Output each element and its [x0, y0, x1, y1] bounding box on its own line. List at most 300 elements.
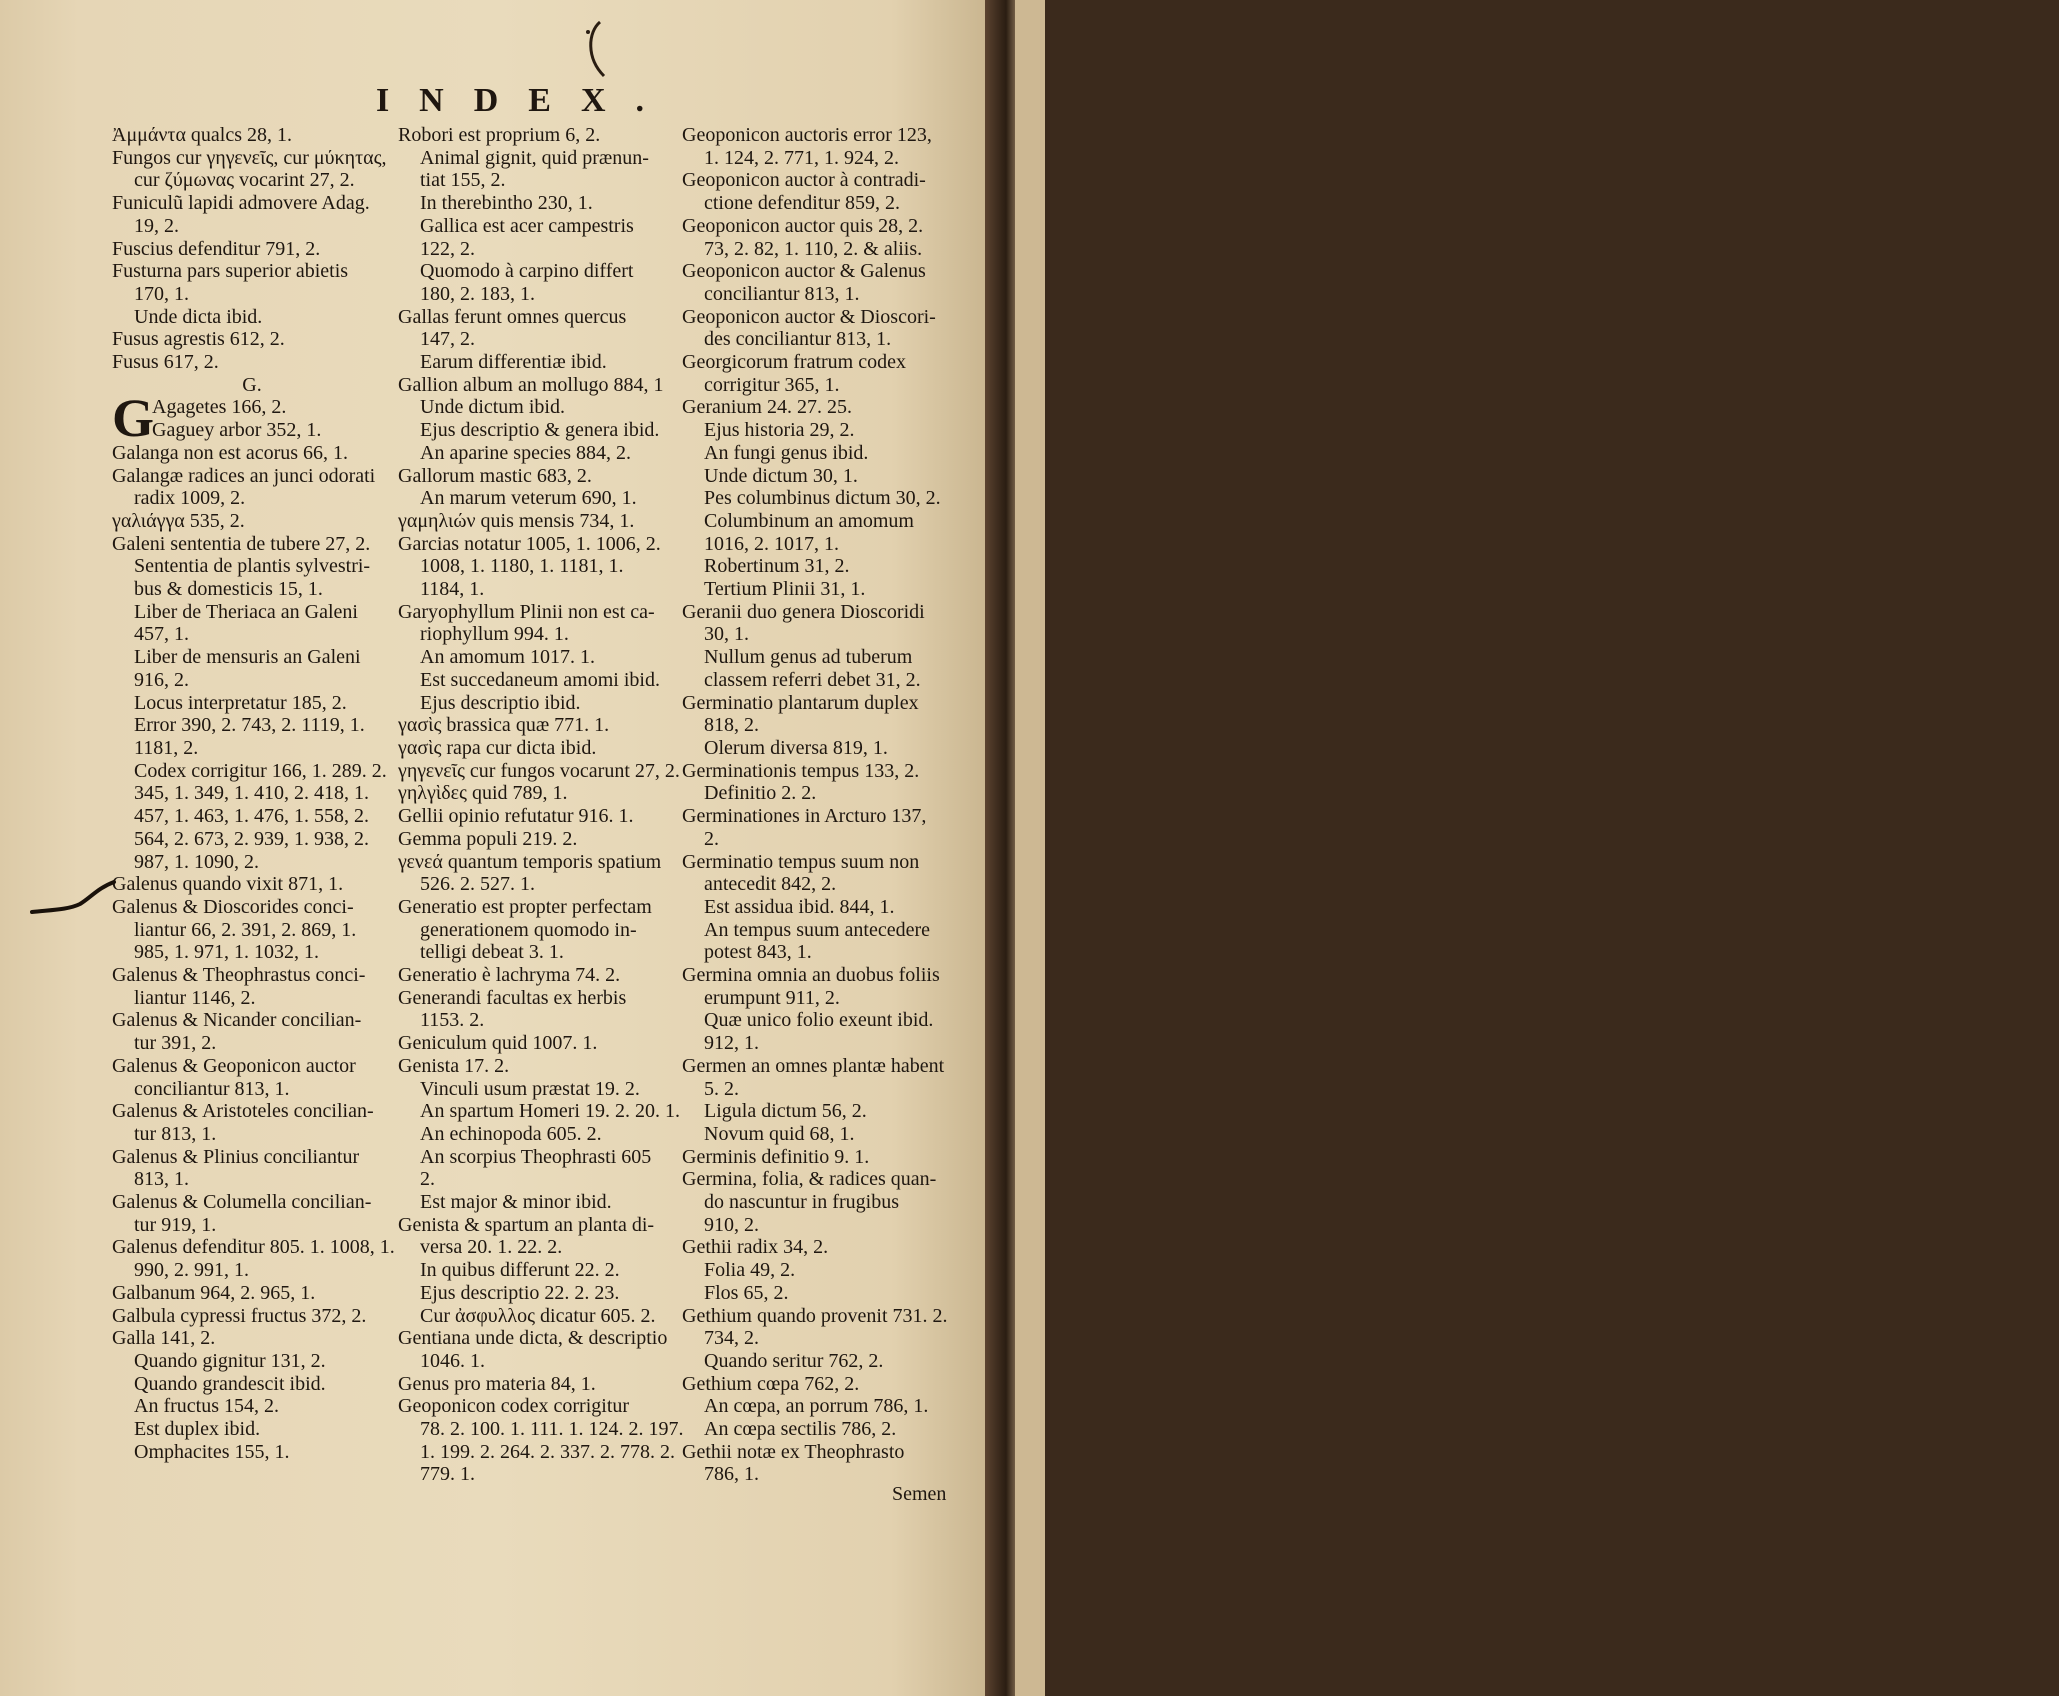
index-entry-text: liantur 66, 2. 391, 2. 869, 1.	[134, 918, 357, 941]
index-entry	[398, 124, 678, 147]
facing-page-letters	[2039, 0, 2059, 1696]
index-entry-text: Germinationis tempus 133, 2.	[682, 759, 920, 782]
index-entry-text: Gethium cœpa 762, 2.	[682, 1372, 860, 1395]
index-entry-text: Galenus & Columella concilian-	[112, 1191, 372, 1214]
index-entry	[682, 192, 964, 215]
index-entry	[398, 1123, 678, 1146]
index-entry-text: Gallorum mastic 683, 2.	[398, 464, 592, 487]
index-entry-text: 73, 2. 82, 1. 110, 2. & aliis.	[704, 237, 923, 260]
index-entry-text: Quando gignitur 131, 2.	[134, 1349, 326, 1372]
index-entry-text: 987, 1. 1090, 2.	[134, 850, 259, 873]
index-entry-text: tiat 155, 2.	[420, 169, 506, 192]
index-entry	[112, 306, 392, 329]
index-entry-text: Galbanum 964, 2. 965, 1.	[112, 1281, 316, 1304]
index-entry-text: Geranii duo genera Dioscoridi	[682, 600, 925, 623]
index-entry-text: Geoponicon auctor & Dioscori-	[682, 305, 936, 328]
index-entry	[398, 987, 678, 1010]
index-entry-text: Fusturna pars superior abietis	[112, 260, 349, 283]
index-entry-text: Ejus descriptio ibid.	[420, 691, 581, 714]
index-entry-text: Geoponicon auctoris error 123,	[682, 124, 932, 146]
index-entry-text: 1. 124, 2. 771, 1. 924, 2.	[704, 146, 899, 169]
index-entry-text: An fungi genus ibid.	[704, 441, 869, 464]
index-entry	[398, 1259, 678, 1282]
index-entry	[682, 328, 964, 351]
index-entry	[682, 510, 964, 533]
index-entry-text: Garyophyllum Plinii non est ca-	[398, 600, 655, 623]
index-entry	[682, 941, 964, 964]
index-entry-text: Genista 17. 2.	[398, 1054, 510, 1077]
index-entry-text: 1008, 1. 1180, 1. 1181, 1.	[420, 555, 624, 578]
index-entry	[112, 692, 392, 715]
index-entry-text: 1016, 2. 1017, 1.	[704, 532, 839, 555]
index-entry-text: Omphacites 155, 1.	[134, 1440, 290, 1463]
index-entry-text: Fusus 617, 2.	[112, 351, 219, 374]
index-entry-text: classem referri debet 31, 2.	[704, 668, 921, 691]
index-entry-text: do nascuntur in frugibus	[704, 1191, 899, 1214]
index-entry-text: Galenus & Aristoteles concilian-	[112, 1100, 374, 1123]
index-entry-text: Folia 49, 2.	[704, 1259, 796, 1282]
index-entry-text: 1184, 1.	[420, 578, 485, 601]
index-entry	[112, 1373, 392, 1396]
index-entry	[398, 714, 678, 737]
index-entry-text: 910, 2.	[704, 1213, 759, 1236]
index-entry	[112, 737, 392, 760]
index-entry-text: Est succedaneum amomi ibid.	[420, 668, 660, 691]
index-entry	[112, 601, 392, 624]
index-entry	[398, 1327, 678, 1350]
index-entry-text: 5. 2.	[704, 1077, 739, 1100]
index-entry	[682, 533, 964, 556]
index-entry	[682, 1009, 964, 1032]
index-entry-text: bus & domesticis 15, 1.	[134, 578, 323, 601]
index-entry	[112, 442, 392, 465]
index-entry	[682, 1327, 964, 1350]
index-entry-text: Germinatio plantarum duplex	[682, 691, 919, 714]
index-entry-text: Robertinum 31, 2.	[704, 555, 850, 578]
index-entry	[112, 147, 392, 170]
index-entry-text: Fusus agrestis 612, 2.	[112, 328, 285, 351]
index-entry	[398, 941, 678, 964]
index-entry-text: Geranium 24. 27. 25.	[682, 396, 852, 419]
index-entry-text: γαλιάγγα 535, 2.	[112, 509, 245, 532]
index-entry	[112, 1350, 392, 1373]
index-entry	[112, 465, 392, 488]
index-column-3	[682, 124, 964, 1486]
index-entry-text: ctione defenditur 859, 2.	[704, 192, 901, 215]
index-entry-text: corrigitur 365, 1.	[704, 373, 840, 396]
index-entry	[398, 964, 678, 987]
index-entry-text: Galanga non est acorus 66, 1.	[112, 441, 349, 464]
facing-page-edge	[1015, 0, 1045, 1696]
index-entry	[112, 351, 392, 374]
index-entry-text: 779. 1.	[420, 1463, 475, 1486]
index-entry	[398, 1463, 678, 1486]
index-entry	[398, 805, 678, 828]
index-entry-text: Geniculum quid 1007. 1.	[398, 1032, 598, 1055]
index-entry	[398, 283, 678, 306]
index-entry-text: conciliantur 813, 1.	[134, 1077, 290, 1100]
index-entry-text: Gaguey arbor 352, 1.	[152, 419, 322, 442]
index-entry-text: Galangæ radices an junci odorati	[112, 464, 376, 487]
index-entry	[398, 192, 678, 215]
index-entry-text: Novum quid 68, 1.	[704, 1122, 855, 1145]
index-entry-text: liantur 1146, 2.	[134, 986, 256, 1009]
index-entry-text: An marum veterum 690, 1.	[420, 487, 637, 510]
index-entry	[682, 555, 964, 578]
index-entry-text: antecedit 842, 2.	[704, 873, 837, 896]
index-entry-text: 786, 1.	[704, 1463, 759, 1486]
index-entry-text: cur ζύμωνας vocarint 27, 2.	[134, 169, 355, 192]
index-entry	[398, 419, 678, 442]
index-entry	[112, 260, 392, 283]
index-entry	[682, 396, 964, 419]
index-entry-text: γηλγὶδες quid 789, 1.	[398, 782, 568, 805]
index-entry-text: Generatio est propter perfectam	[398, 895, 652, 918]
index-entry	[112, 646, 392, 669]
index-entry	[682, 1100, 964, 1123]
index-entry	[112, 1305, 392, 1328]
index-entry-text: In quibus differunt 22. 2.	[420, 1259, 620, 1282]
index-entry-text: Gethii notæ ex Theophrasto	[682, 1440, 905, 1463]
index-entry-text: Galenus & Geoponicon auctor	[112, 1054, 356, 1077]
index-entry	[398, 760, 678, 783]
index-entry	[112, 328, 392, 351]
index-entry	[398, 919, 678, 942]
index-entry	[682, 1373, 964, 1396]
index-entry	[682, 737, 964, 760]
index-entry-text: 1046. 1.	[420, 1349, 485, 1372]
index-entry	[682, 1441, 964, 1464]
index-entry	[682, 873, 964, 896]
index-entry-text: Liber de mensuris an Galeni	[134, 646, 361, 669]
index-entry	[398, 578, 678, 601]
index-entry	[112, 964, 392, 987]
index-entry	[682, 919, 964, 942]
index-entry	[112, 487, 392, 510]
index-entry-text: Cur ἀσφυλλος dicatur 605. 2.	[420, 1304, 656, 1327]
index-entry-text: 912, 1.	[704, 1032, 759, 1055]
index-entry-text: 170, 1.	[134, 282, 189, 305]
index-entry-text: Fuscius defenditur 791, 2.	[112, 237, 321, 260]
index-entry	[398, 1282, 678, 1305]
index-entry-text: Galbula cypressi fructus 372, 2.	[112, 1304, 367, 1327]
index-entry-text: Pes columbinus dictum 30, 2.	[704, 487, 941, 510]
index-entry	[682, 260, 964, 283]
index-entry	[112, 1078, 392, 1101]
index-entry-text: Est assidua ibid. 844, 1.	[704, 895, 895, 918]
index-entry	[682, 442, 964, 465]
index-entry-text: tur 391, 2.	[134, 1032, 217, 1055]
index-entry-text: Ἀμμάντα qualcs 28, 1.	[112, 124, 293, 146]
index-entry	[398, 260, 678, 283]
index-entry	[112, 419, 392, 442]
book-page	[0, 0, 990, 1696]
index-entry-text: Gemma populi 219. 2.	[398, 827, 578, 850]
index-entry	[398, 601, 678, 624]
index-entry	[112, 215, 392, 238]
index-entry	[398, 873, 678, 896]
index-entry-text: Galenus & Theophrastus conci-	[112, 964, 366, 987]
index-entry-text: Quando grandescit ibid.	[134, 1372, 326, 1395]
index-entry-text: Ligula dictum 56, 2.	[704, 1100, 867, 1123]
index-entry-text: An amomum 1017. 1.	[420, 646, 595, 669]
index-entry-text: Genista & spartum an planta di-	[398, 1213, 655, 1236]
index-entry	[398, 828, 678, 851]
index-entry-text: Galenus & Nicander concilian-	[112, 1009, 362, 1032]
index-entry	[398, 1395, 678, 1418]
index-entry-text: Agagetes 166, 2.	[152, 396, 287, 419]
index-entry	[112, 510, 392, 533]
index-entry-text: Generatio è lachryma 74. 2.	[398, 964, 621, 987]
index-entry	[682, 896, 964, 919]
index-entry-text: Germen an omnes plantæ habent	[682, 1054, 945, 1077]
index-entry-text: Ejus descriptio 22. 2. 23.	[420, 1281, 620, 1304]
index-entry	[682, 828, 964, 851]
index-entry	[398, 328, 678, 351]
index-entry	[112, 578, 392, 601]
index-entry-text: 990, 2. 991, 1.	[134, 1259, 249, 1282]
index-entry-text: Geoponicon codex corrigitur	[398, 1395, 630, 1418]
index-entry	[112, 760, 392, 783]
index-entry-text: Germina, folia, & radices quan-	[682, 1168, 937, 1191]
index-entry	[398, 1032, 678, 1055]
index-entry-text: 2.	[420, 1168, 435, 1191]
index-entry	[112, 238, 392, 261]
index-entry-text: Definitio 2. 2.	[704, 782, 817, 805]
index-entry	[682, 215, 964, 238]
index-entry-text: 1. 199. 2. 264. 2. 337. 2. 778. 2.	[420, 1440, 675, 1463]
index-entry	[398, 1373, 678, 1396]
index-entry	[112, 1055, 392, 1078]
index-entry-text: 526. 2. 527. 1.	[420, 873, 535, 896]
index-entry	[112, 1100, 392, 1123]
index-entry	[398, 692, 678, 715]
index-entry-text: Codex corrigitur 166, 1. 289. 2.	[134, 759, 387, 782]
index-entry-text: Garcias notatur 1005, 1. 1006, 2.	[398, 532, 661, 555]
index-entry	[112, 1395, 392, 1418]
index-entry-text: telligi debeat 3. 1.	[420, 941, 564, 964]
index-entry-text: An echinopoda 605. 2.	[420, 1122, 602, 1145]
index-entry-text: Unde dictum ibid.	[420, 396, 565, 419]
index-entry-text: An spartum Homeri 19. 2. 20. 1.	[420, 1100, 680, 1123]
index-entry	[682, 601, 964, 624]
index-entry	[112, 919, 392, 942]
index-entry	[112, 1214, 392, 1237]
index-entry-text: 818, 2.	[704, 714, 759, 737]
index-entry-text: Geoponicon auctor quis 28, 2.	[682, 214, 924, 237]
index-entry-text: Gethium quando provenit 731. 2.	[682, 1304, 948, 1327]
index-entry-text: An cœpa sectilis 786, 2.	[704, 1418, 897, 1441]
index-entry-text: Earum differentiæ ibid.	[420, 351, 607, 374]
index-entry	[112, 1327, 392, 1350]
index-entry	[682, 692, 964, 715]
index-entry	[682, 851, 964, 874]
index-entry-text: tur 919, 1.	[134, 1213, 217, 1236]
index-entry-text: 457, 1.	[134, 623, 189, 646]
index-entry-text: tur 813, 1.	[134, 1122, 217, 1145]
index-entry-text: 19, 2.	[134, 214, 179, 237]
index-entry-text: 122, 2.	[420, 237, 475, 260]
index-entry-text: Est major & minor ibid.	[420, 1191, 612, 1214]
index-entry	[682, 1032, 964, 1055]
index-entry	[682, 1236, 964, 1259]
index-entry	[398, 396, 678, 419]
index-entry	[682, 351, 964, 374]
index-entry	[682, 124, 964, 147]
index-entry-text: Gallica est acer campestris	[420, 214, 634, 237]
index-entry-text: 30, 1.	[704, 623, 749, 646]
index-entry	[112, 896, 392, 919]
index-entry	[682, 169, 964, 192]
index-entry-text: Gallas ferunt omnes quercus	[398, 305, 627, 328]
index-entry-text: Quæ unico folio exeunt ibid.	[704, 1009, 934, 1032]
index-entry	[682, 419, 964, 442]
index-entry	[398, 1146, 678, 1169]
index-entry	[398, 1350, 678, 1373]
index-entry	[682, 147, 964, 170]
index-entry	[682, 987, 964, 1010]
index-entry-text: Est duplex ibid.	[134, 1418, 261, 1441]
index-entry	[398, 1100, 678, 1123]
index-entry	[398, 215, 678, 238]
index-entry-text: Robori est proprium 6, 2.	[398, 124, 601, 146]
index-entry	[398, 1055, 678, 1078]
index-entry	[682, 623, 964, 646]
index-entry	[112, 987, 392, 1010]
index-entry	[398, 669, 678, 692]
index-entry	[398, 1418, 684, 1441]
index-entry	[398, 147, 678, 170]
index-entry-text: Nullum genus ad tuberum	[704, 646, 913, 669]
index-entry-text: Galenus & Plinius conciliantur	[112, 1145, 360, 1168]
index-entry-text: An aparine species 884, 2.	[420, 441, 632, 464]
index-entry-text: Columbinum an amomum	[704, 509, 914, 532]
index-entry	[682, 669, 964, 692]
index-entry-text: 985, 1. 971, 1. 1032, 1.	[134, 941, 319, 964]
index-entry-text: 457, 1. 463, 1. 476, 1. 558, 2.	[134, 805, 369, 828]
index-entry	[398, 238, 678, 261]
index-entry	[398, 1441, 678, 1464]
index-entry	[682, 374, 964, 397]
index-entry	[112, 941, 392, 964]
index-entry-text: In therebintho 230, 1.	[420, 192, 593, 215]
index-entry-text: 1181, 2.	[134, 736, 199, 759]
index-entry-text: Galenus defenditur 805. 1. 1008, 1.	[112, 1236, 395, 1259]
index-entry-text: 180, 2. 183, 1.	[420, 282, 535, 305]
index-entry	[398, 782, 678, 805]
index-entry	[398, 374, 678, 397]
index-entry	[398, 1236, 678, 1259]
index-entry	[112, 1259, 392, 1282]
index-entry-text: Ejus historia 29, 2.	[704, 419, 855, 442]
index-entry	[398, 1078, 678, 1101]
index-entry	[398, 737, 678, 760]
index-entry-text: riophyllum 994. 1.	[420, 623, 569, 646]
index-entry-text: Sententia de plantis sylvestri-	[134, 555, 371, 578]
index-entry	[398, 442, 678, 465]
index-entry-text: Galenus quando vixit 871, 1.	[112, 873, 344, 896]
index-entry	[398, 1214, 678, 1237]
index-entry-text: Tertium Plinii 31, 1.	[704, 578, 866, 601]
index-entry-text: γαμηλιών quis mensis 734, 1.	[398, 509, 635, 532]
index-entry-text: Gentiana unde dicta, & descriptio	[398, 1327, 668, 1350]
index-entry-text: Geoponicon auctor & Galenus	[682, 260, 926, 283]
index-entry-text: Locus interpretatur 185, 2.	[134, 691, 347, 714]
index-entry-text: 916, 2.	[134, 668, 189, 691]
index-entry	[112, 374, 392, 397]
catchword: Semen	[892, 1483, 947, 1505]
index-entry	[398, 487, 678, 510]
index-entry	[398, 555, 678, 578]
index-entry	[682, 1055, 964, 1078]
index-entry-text: Error 390, 2. 743, 2. 1119, 1.	[134, 714, 365, 737]
index-entry-text: conciliantur 813, 1.	[704, 282, 860, 305]
index-entry	[112, 1032, 392, 1055]
index-entry-text: Liber de Theriaca an Galeni	[134, 600, 358, 623]
index-entry-text: Germina omnia an duobus foliis	[682, 964, 940, 987]
index-entry	[112, 1146, 392, 1169]
index-entry	[112, 669, 392, 692]
index-entry-text: radix 1009, 2.	[134, 487, 246, 510]
index-entry	[682, 578, 964, 601]
index-entry	[398, 510, 678, 533]
index-entry-text: Fungos cur γηγενεῖς, cur μύκητας,	[112, 146, 387, 169]
index-entry-text: An scorpius Theophrasti 605	[420, 1145, 652, 1168]
index-entry-text: Galla 141, 2.	[112, 1327, 216, 1350]
index-entry	[682, 487, 964, 510]
index-entry	[682, 1395, 964, 1418]
index-entry	[682, 465, 964, 488]
index-entry	[112, 623, 392, 646]
index-entry	[112, 1123, 392, 1146]
index-entry	[682, 283, 964, 306]
index-entry-text: generationem quomodo in-	[420, 918, 637, 941]
index-entry	[112, 192, 392, 215]
index-entry-text: Quomodo à carpino differt	[420, 260, 634, 283]
index-entry	[682, 1191, 964, 1214]
index-entry	[112, 805, 392, 828]
index-entry	[112, 533, 392, 556]
index-entry	[398, 306, 678, 329]
index-entry	[682, 1259, 964, 1282]
index-entry	[398, 1191, 678, 1214]
index-entry	[112, 169, 392, 192]
index-entry-text: Generandi facultas ex herbis	[398, 986, 627, 1009]
index-entry	[682, 805, 964, 828]
index-entry	[398, 646, 678, 669]
index-entry-text: 564, 2. 673, 2. 939, 1. 938, 2.	[134, 827, 369, 850]
index-entry	[112, 1236, 395, 1259]
index-entry-text: 78. 2. 100. 1. 111. 1. 124. 2. 197.	[420, 1418, 684, 1441]
index-entry-text: 2.	[704, 827, 719, 850]
index-entry-text: 813, 1.	[134, 1168, 189, 1191]
index-entry-text: Gethii radix 34, 2.	[682, 1236, 829, 1259]
index-entry-text: Germinationes in Arcturo 137,	[682, 805, 927, 828]
index-entry	[112, 1191, 392, 1214]
index-entry-text: Olerum diversa 819, 1.	[704, 736, 888, 759]
index-entry	[682, 1146, 964, 1169]
index-entry	[112, 1282, 392, 1305]
index-entry	[112, 1441, 392, 1464]
index-entry	[682, 1123, 964, 1146]
index-entry	[398, 896, 678, 919]
index-entry	[682, 714, 964, 737]
index-entry	[682, 1350, 964, 1373]
index-entry-text: γασὶς rapa cur dicta ibid.	[398, 736, 597, 759]
index-entry	[682, 782, 964, 805]
index-entry	[682, 1418, 964, 1441]
index-entry	[112, 782, 392, 805]
